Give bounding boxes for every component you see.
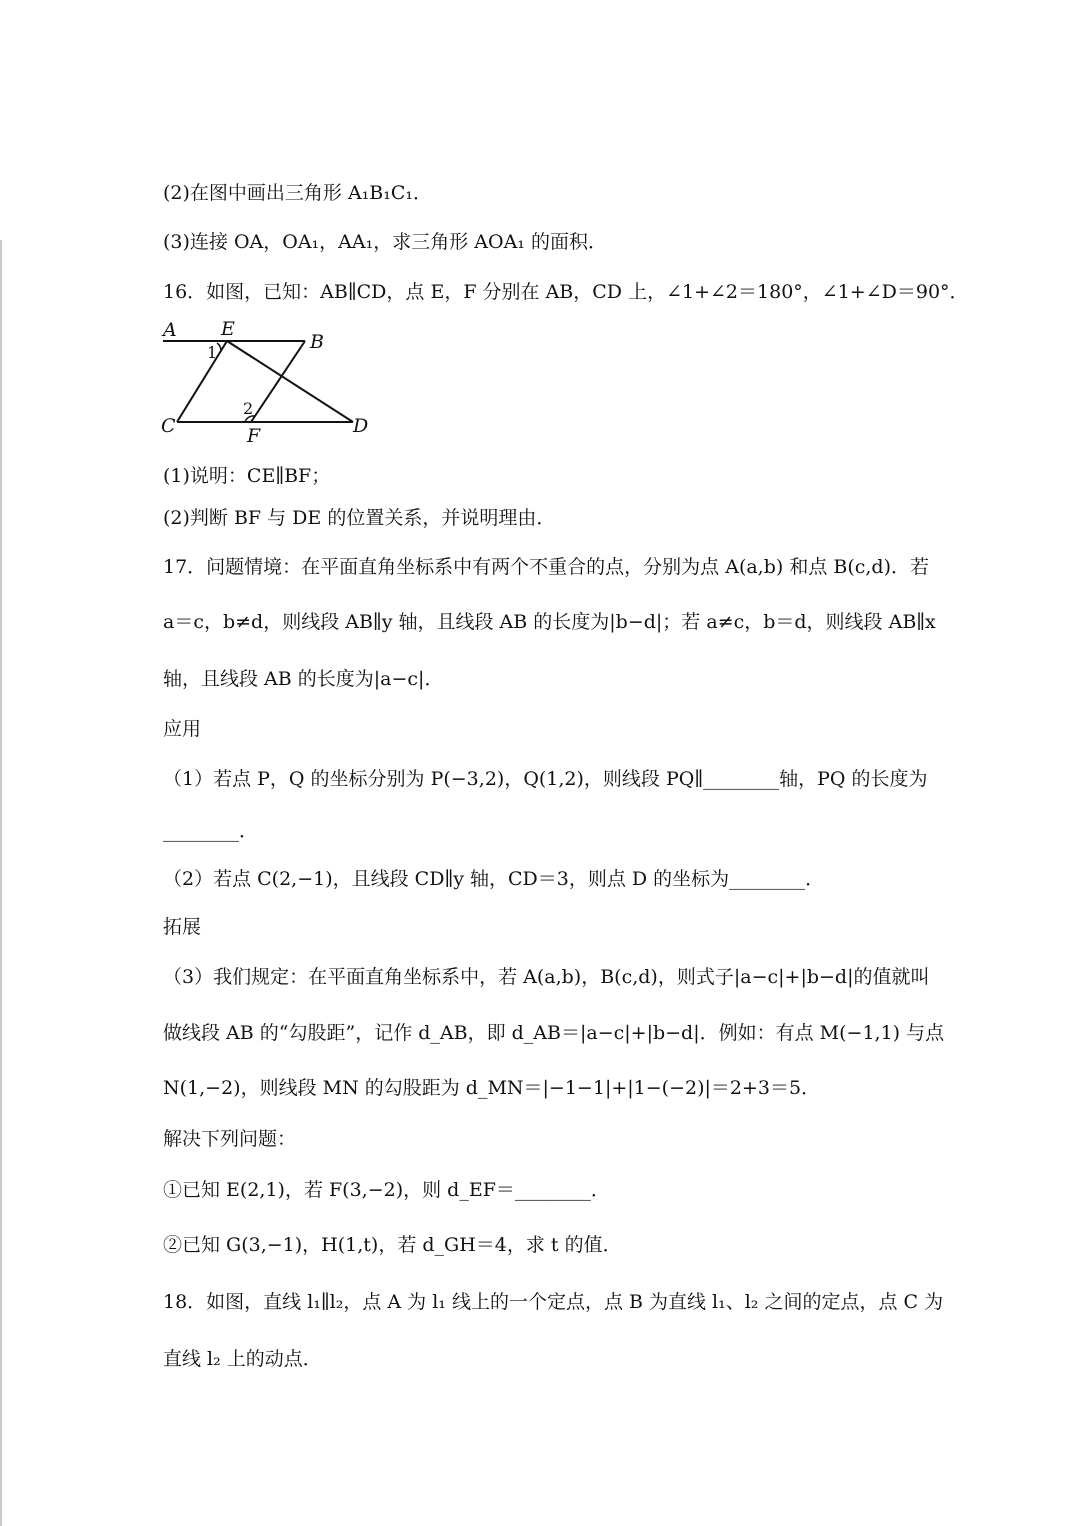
q16-stem: 16．如图，已知：AB∥CD，点 E，F 分别在 AB，CD 上，∠1+∠2＝180°，∠1+∠D＝90°．	[163, 281, 969, 303]
label-d: D	[353, 415, 369, 437]
q18-stem-line1: 18．如图，直线 l₁∥l₂，点 A 为 l₁ 线上的一个定点，点 B 为直线 l₁、l₂ 之间的定点，点 C 为	[163, 1291, 944, 1313]
label-angle-2: 2	[243, 399, 254, 418]
q16-part1: (1)说明：CE∥BF；	[163, 465, 331, 487]
label-a: A	[163, 319, 177, 341]
q17-section-apply: 应用	[163, 718, 202, 740]
q17-part3-line3: N(1,−2)，则线段 MN 的勾股距为 d_MN＝|−1−1|+|1−(−2)|＝2+3＝5．	[163, 1077, 821, 1099]
q17-stem-line1: 17．问题情境：在平面直角坐标系中有两个不重合的点，分别为点 A(a,b) 和点 B(c,d)．若	[163, 556, 930, 578]
q17-part1-line2: ________．	[163, 820, 259, 842]
label-e: E	[221, 318, 235, 340]
q17-part1-line1: （1）若点 P，Q 的坐标分别为 P(−3,2)，Q(1,2)，则线段 PQ∥________轴，PQ 的长度为	[163, 768, 928, 790]
q15-part2: (2)在图中画出三角形 A₁B₁C₁．	[163, 182, 433, 204]
q17-item1: ①已知 E(2,1)，若 F(3,−2)，则 d_EF＝________．	[163, 1179, 610, 1201]
q17-solve-heading: 解决下列问题：	[163, 1128, 297, 1150]
q17-stem-line2: a＝c，b≠d，则线段 AB∥y 轴，且线段 AB 的长度为|b−d|；若 a≠c，b＝d，则线段 AB∥x	[163, 611, 936, 633]
q17-part3-line2: 做线段 AB 的“勾股距”，记作 d_AB，即 d_AB＝|a−c|+|b−d|．例如：有点 M(−1,1) 与点	[163, 1022, 945, 1044]
q15-part3: (3)连接 OA，OA₁，AA₁，求三角形 AOA₁ 的面积．	[163, 231, 607, 253]
q17-part2: （2）若点 C(2,−1)，且线段 CD∥y 轴，CD＝3，则点 D 的坐标为________．	[163, 868, 825, 890]
q17-stem-line3: 轴，且线段 AB 的长度为|a−c|．	[163, 668, 444, 690]
q16-figure	[155, 316, 375, 446]
q18-stem-line2: 直线 l₂ 上的动点．	[163, 1348, 322, 1370]
page-left-edge	[0, 240, 2, 1526]
angle-1-arc	[217, 343, 221, 350]
q17-part3-line1: （3）我们规定：在平面直角坐标系中，若 A(a,b)，B(c,d)，则式子|a−c|+|b−d|的值就叫	[163, 966, 930, 988]
q17-item2: ②已知 G(3,−1)，H(1,t)，若 d_GH＝4，求 t 的值．	[163, 1234, 622, 1256]
line-bf	[251, 341, 305, 422]
label-f: F	[247, 425, 261, 446]
q17-section-extend: 拓展	[163, 916, 202, 938]
q16-part2: (2)判断 BF 与 DE 的位置关系，并说明理由．	[163, 507, 556, 529]
label-angle-1: 1	[207, 343, 218, 362]
label-b: B	[310, 331, 324, 353]
line-ce	[177, 341, 227, 422]
label-c: C	[161, 415, 176, 437]
